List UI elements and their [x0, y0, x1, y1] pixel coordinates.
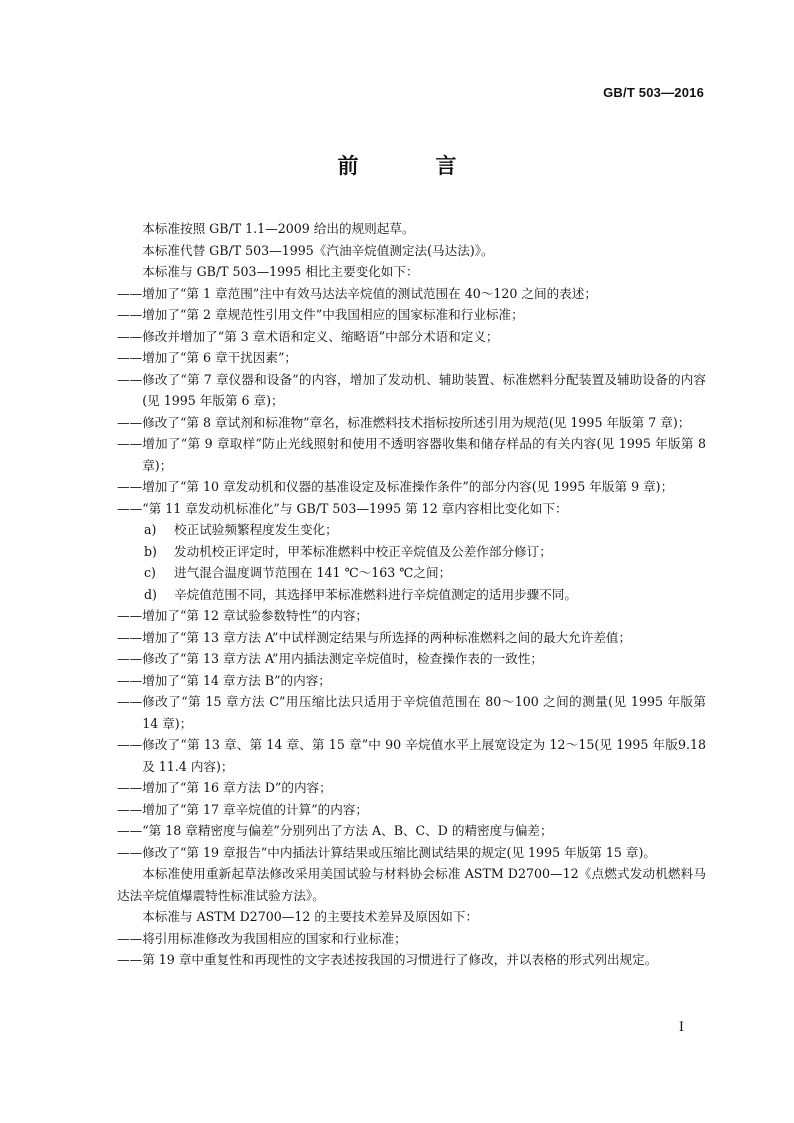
- dash-mark: ——: [117, 930, 143, 946]
- list-item: [117, 347, 706, 369]
- sub-list-item: [117, 541, 706, 563]
- list-item: [117, 799, 706, 821]
- list-item: [117, 326, 706, 348]
- list-item: [117, 283, 706, 305]
- sub-item-label: b): [144, 543, 157, 559]
- dash-mark: ——: [117, 479, 143, 494]
- list-item-text: 增加了“第 10 章发动机和仪器的基准设定及标准操作条件”的部分内容(见 1995 年版第 9 章)；: [142, 479, 674, 494]
- dash-mark: ——: [117, 629, 143, 645]
- list-item-text: 增加了“第 12 章试验参数特性”的内容；: [142, 608, 369, 623]
- paragraph-drafting-rule: 本标准按照 GB/T 1.1—2009 给出的规则起草。: [142, 221, 415, 236]
- paragraph-replaces: 本标准代替 GB/T 503—1995《汽油辛烷值测定法(马达法)》。: [142, 242, 494, 258]
- list-item-text: 增加了“第 9 章取样”防止光线照射和使用不透明容器收集和储存样品的有关内容(见 1995 年版第 8 章)；: [142, 436, 706, 473]
- sub-list-item: [117, 519, 706, 541]
- list-item-text: 修改并增加了“第 3 章术语和定义、缩略语”中部分术语和定义；: [142, 328, 499, 344]
- list-item: [117, 734, 706, 777]
- list-item-text: 修改了“第 8 章试剂和标准物”章名，标准燃料技术指标按所述引用为规范(见 1995 年版第 7 章)；: [142, 414, 691, 430]
- paragraph-adoption: 本标准使用重新起草法修改采用美国试验与材料协会标准 ASTM D2700—12《点燃式发动机燃料马达法辛烷值爆震特性标准试验方法》。: [117, 866, 706, 903]
- dash-mark: ——: [117, 500, 143, 516]
- list-item-text: 将引用标准修改为我国相应的国家和行业标准；: [142, 930, 407, 946]
- list-item: [117, 949, 706, 971]
- list-item: [117, 369, 706, 412]
- list-item: [117, 928, 706, 950]
- page-number: I: [678, 1020, 684, 1035]
- dash-mark: ——: [117, 801, 143, 817]
- dash-mark: ——: [117, 436, 143, 451]
- list-item: [117, 670, 706, 692]
- dash-mark: ——: [117, 350, 143, 365]
- dash-mark: ——: [117, 414, 143, 430]
- dash-mark: ——: [117, 285, 143, 301]
- list-item-text: 修改了“第 13 章方法 A”用内插法测定辛烷值时，检查操作表的一致性；: [142, 651, 543, 666]
- dash-mark: ——: [117, 672, 143, 688]
- list-item-text: “第 11 章发动机标准化”与 GB/T 503—1995 第 12 章内容相比变化如下：: [142, 500, 568, 516]
- list-item-text: 修改了“第 13 章、第 14 章、第 15 章”中 90 辛烷值水平上展宽设定为 12～15(见 1995 年版9.18 及 11.4 内容)；: [142, 737, 706, 774]
- paragraph-changes-intro: 本标准与 GB/T 503—1995 相比主要变化如下：: [142, 264, 419, 279]
- list-item-text: 增加了“第 2 章规范性引用文件”中我国相应的国家标准和行业标准；: [142, 307, 524, 322]
- list-item-text: 增加了“第 6 章干扰因素”；: [142, 350, 298, 365]
- dash-mark: ——: [117, 371, 143, 387]
- list-item-text: 修改了“第 7 章仪器和设备”的内容，增加了发动机、辅助装置、标准燃料分配装置及辅助设备的内容(见 1995 年版第 6 章)；: [142, 371, 706, 408]
- dash-mark: ——: [117, 737, 143, 752]
- list-item-text: 增加了“第 14 章方法 B”的内容；: [142, 672, 331, 688]
- dash-mark: ——: [117, 844, 143, 860]
- list-item: [117, 412, 706, 434]
- dash-mark: ——: [117, 823, 143, 838]
- list-item-text: 修改了“第 19 章报告”中内插法计算结果或压缩比测试结果的规定(见 1995 年版第 15 章)。: [142, 844, 657, 860]
- list-item: [117, 498, 706, 520]
- list-item-text: 增加了“第 1 章范围”注中有效马达法辛烷值的测试范围在 40～120 之间的表述；: [142, 285, 597, 301]
- sub-item-text: 进气混合温度调节范围在 141 ℃～163 ℃之间；: [174, 565, 452, 580]
- list-item-text: 增加了“第 16 章方法 D”的内容；: [142, 780, 332, 795]
- dash-mark: ——: [117, 952, 143, 967]
- list-item: [117, 777, 706, 799]
- sub-item-text: 发动机校正评定时，甲苯标准燃料中校正辛烷值及公差作部分修订；: [174, 543, 552, 559]
- sub-list-item: [117, 584, 706, 606]
- sub-item-label: d): [144, 586, 157, 602]
- list-item: [117, 304, 706, 326]
- sub-item-label: c): [144, 565, 156, 580]
- dash-mark: ——: [117, 694, 143, 709]
- list-item: [117, 605, 706, 627]
- list-item: [117, 820, 706, 842]
- dash-mark: ——: [117, 328, 143, 344]
- list-item-text: 修改了“第 15 章方法 C”用压缩比法只适用于辛烷值范围在 80～100 之间的测量(见 1995 年版第 14 章)；: [142, 694, 706, 731]
- list-item-text: 增加了“第 17 章辛烷值的计算”的内容；: [142, 801, 369, 817]
- list-item-text: 增加了“第 13 章方法 A”中试样测定结果与所选择的两种标准燃料之间的最大允许差值；: [142, 629, 632, 645]
- list-item: [117, 476, 706, 498]
- list-item-text: 第 19 章中重复性和再现性的文字表述按我国的习惯进行了修改，并以表格的形式列出规定。: [142, 952, 658, 967]
- sub-item-text: 校正试验频繁程度发生变化；: [174, 522, 338, 537]
- sub-list-item: [117, 562, 706, 584]
- page-title: 前 言: [337, 154, 485, 178]
- dash-mark: ——: [117, 608, 143, 623]
- foreword-body: [117, 218, 706, 971]
- dash-mark: ——: [117, 780, 143, 795]
- sub-item-text: 辛烷值范围不同，其选择甲苯标准燃料进行辛烷值测定的适用步骤不同。: [174, 586, 577, 602]
- dash-mark: ——: [117, 651, 143, 666]
- list-item-text: “第 18 章精密度与偏差”分别列出了方法 A、B、C、D 的精密度与偏差；: [142, 823, 553, 838]
- list-item: [117, 648, 706, 670]
- list-item: [117, 627, 706, 649]
- list-item: [117, 433, 706, 476]
- dash-mark: ——: [117, 307, 143, 322]
- list-item: [117, 842, 706, 864]
- document-code: GB/T 503—2016: [603, 85, 704, 100]
- sub-item-label: a): [144, 522, 157, 537]
- list-item: [117, 691, 706, 734]
- paragraph-differences-intro: 本标准与 ASTM D2700—12 的主要技术差异及原因如下：: [142, 909, 479, 924]
